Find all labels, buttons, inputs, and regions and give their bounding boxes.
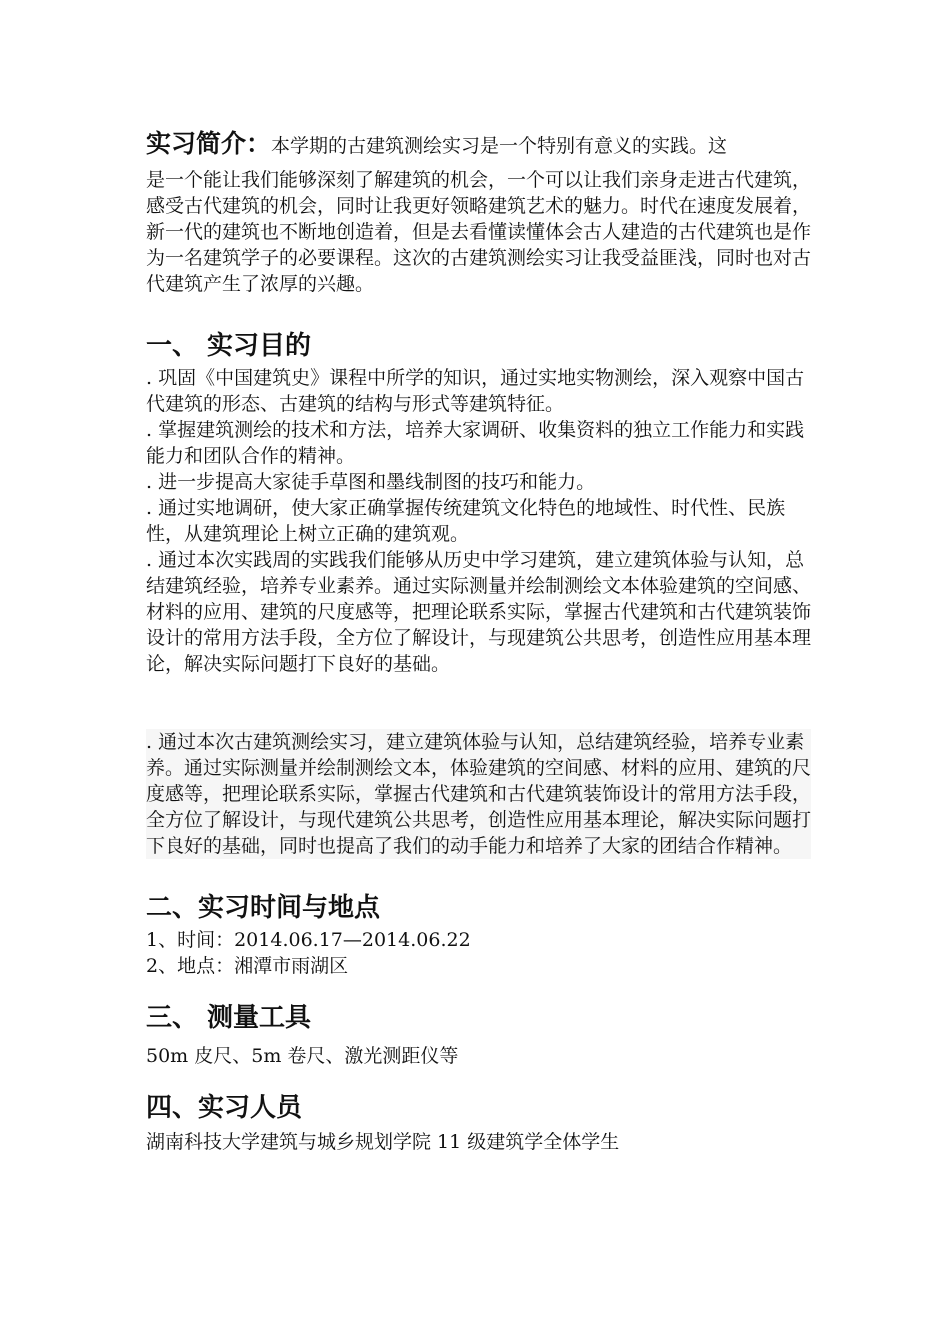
heading-time-place: 二、实习时间与地点 [146, 893, 381, 923]
heading-tools: 三、 测量工具 [146, 1003, 312, 1033]
purpose-item-3: . 进一步提高大家徒手草图和墨线制图的技巧和能力。 [146, 471, 596, 493]
place-line: 2、地点：湘潭市雨湖区 [146, 955, 349, 977]
intro-first-text: 本学期的古建筑测绘实习是一个特别有意义的实践。这 [271, 135, 728, 157]
purpose-item-5: . 通过本次实践周的实践我们能够从历史中学习建筑，建立建筑体验与认知，总结建筑经验，培养专业素养。通过实际测量并绘制测绘文本体验建筑的空间感、材料的应用、建筑的尺度感等，把理论联系实际，掌握古代建筑和古代建筑装饰设计的常用方法手段，全方位了解设计，与现建筑公共思考，创造性应用基本理论，解决实际问题打下良好的基础。 [146, 549, 812, 675]
intro-body-text: 是一个能让我们能够深刻了解建筑的机会，一个可以让我们亲身走进古代建筑，感受古代建筑的机会，同时让我更好领略建筑艺术的魅力。时代在速度发展着，新一代的建筑也不断地创造着，但是去看懂读懂体会古人建造的古代建筑也是作为一名建筑学子的必要课程。这次的古建筑测绘实习让我受益匪浅，同时也对古代建筑产生了浓厚的兴趣。 [146, 169, 812, 295]
purpose-item-1: . 巩固《中国建筑史》课程中所学的知识，通过实地实物测绘，深入观察中国古代建筑的形态、古建筑的结构与形式等建筑特征。 [146, 367, 805, 415]
tools-text: 50m 皮尺、5m 卷尺、激光测距仪等 [146, 1045, 459, 1067]
heading-people: 四、实习人员 [146, 1093, 303, 1123]
heading-purpose: 一、 实习目的 [146, 331, 312, 361]
purpose-extra-paragraph: . 通过本次古建筑测绘实习，建立建筑体验与认知，总结建筑经验，培养专业素养。通过实际测量并绘制测绘文本，体验建筑的空间感、材料的应用、建筑的尺度感等，把理论联系实际，掌握古代建筑和古代建筑装饰设计的常用方法手段，全方位了解设计，与现代建筑公共思考，创造性应用基本理论，解决实际问题打下良好的基础，同时也提高了我们的动手能力和培养了大家的团结合作精神。 [146, 731, 812, 857]
people-text: 湖南科技大学建筑与城乡规划学院 11 级建筑学全体学生 [146, 1131, 620, 1153]
purpose-item-4: . 通过实地调研，使大家正确掌握传统建筑文化特色的地域性、时代性、民族性，从建筑理论上树立正确的建筑观。 [146, 497, 786, 545]
intro-paragraph [146, 131, 811, 297]
purpose-item-2: . 掌握建筑测绘的技术和方法，培养大家调研、收集资料的独立工作能力和实践能力和团队合作的精神。 [146, 419, 805, 467]
document-body [146, 131, 811, 1155]
time-line: 1、时间：2014.06.17—2014.06.22 [146, 929, 471, 951]
intro-title: 实习简介： [146, 129, 272, 158]
intro-first-line [146, 131, 811, 159]
